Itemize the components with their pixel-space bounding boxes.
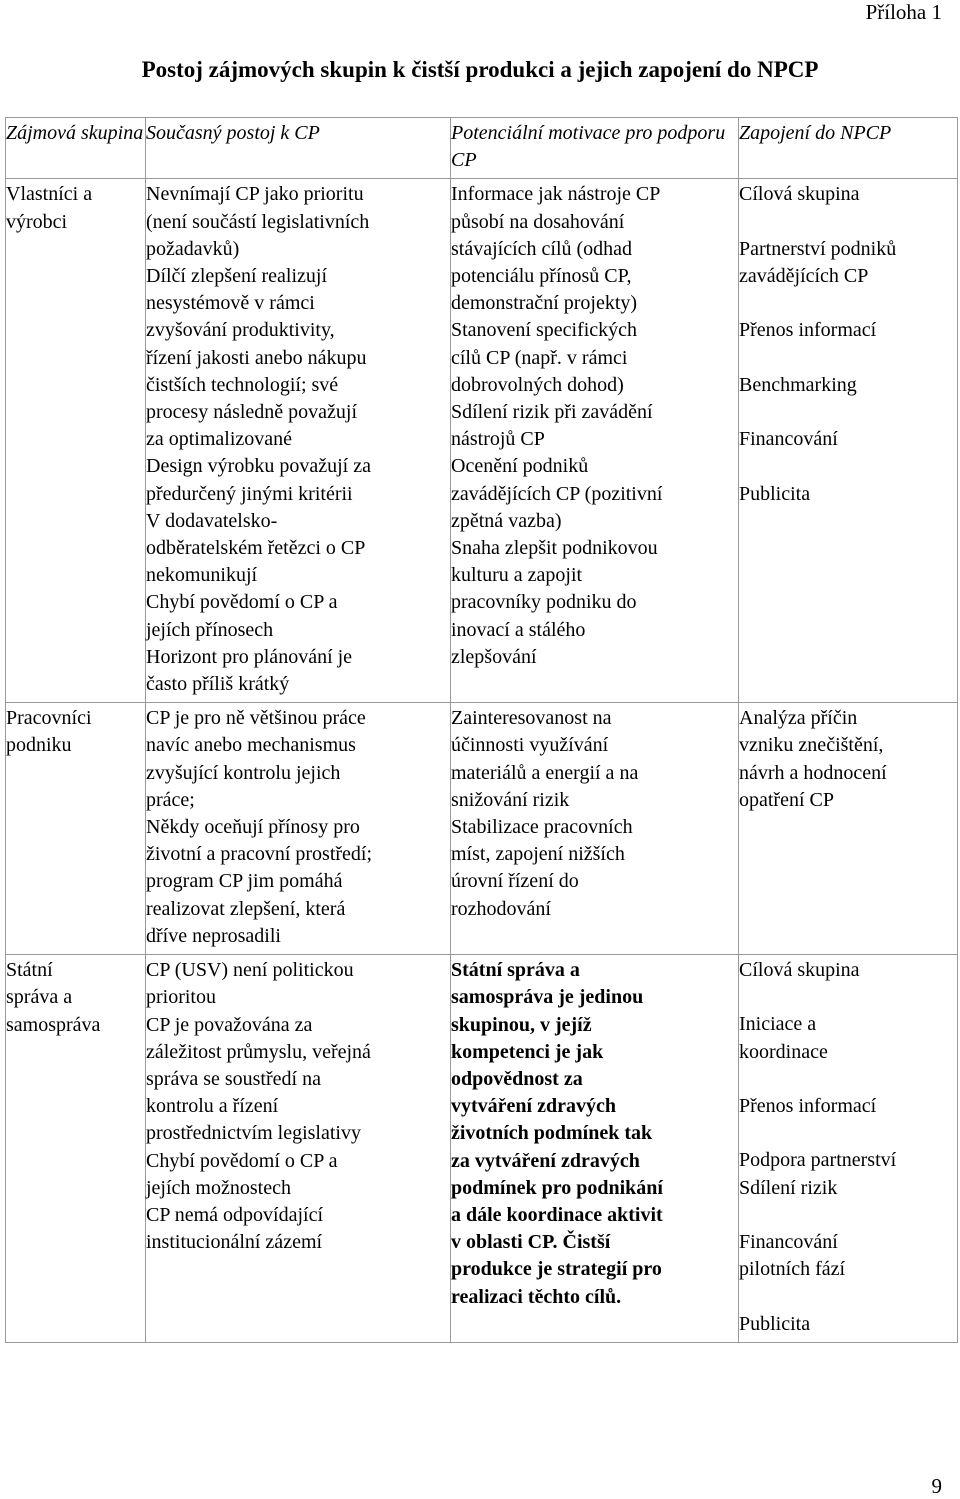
attitude-text-line: Někdy oceňují přínosy pro — [146, 816, 360, 839]
item-spacer — [739, 984, 957, 1011]
motivation-text-line: vytváření zdravých — [451, 1095, 616, 1118]
cell-current-attitude — [146, 179, 451, 703]
motivation-text-line: zlepšování — [451, 645, 537, 668]
motivation-text-line: produkce je strategií pro — [451, 1258, 662, 1281]
motivation-text-line: samospráva je jedinou — [451, 986, 644, 1009]
involvement-item — [739, 181, 957, 208]
item-spacer — [739, 453, 957, 480]
header-npcp-involvement: Zapojení do NPCP — [739, 118, 958, 179]
motivation-text-line: realizaci těchto cílů. — [451, 1285, 622, 1308]
motivation-text-line: pracovníky podniku do — [451, 591, 637, 614]
attitude-text-line: zvyšování produktivity, — [146, 319, 335, 342]
involvement-text-line: Publicita — [739, 482, 811, 505]
motivation-text-line: a dále koordinace aktivit — [451, 1203, 663, 1226]
motivation-text-line: nástrojů CP — [451, 428, 545, 451]
involvement-item — [739, 236, 957, 290]
involvement-text-line: Benchmarking — [739, 373, 857, 396]
attitude-text-line: řízení jakosti anebo nákupu — [146, 346, 367, 369]
attitude-text-line: požadavků) — [146, 237, 240, 260]
cell-potential-motivation — [451, 179, 739, 703]
involvement-item — [739, 705, 957, 814]
involvement-item — [739, 1229, 957, 1283]
involvement-item — [739, 481, 957, 508]
attitude-text-line: dříve neprosadili — [146, 924, 281, 947]
motivation-text-line: za vytváření zdravých — [451, 1149, 640, 1172]
motivation-text-line: kompetenci je jak — [451, 1040, 604, 1063]
attitude-text-line: zvyšující kontrolu jejich — [146, 761, 341, 784]
attitude-text-line: Nevnímají CP jako prioritu — [146, 183, 364, 206]
motivation-text-line: rozhodování — [451, 897, 551, 920]
group-name-line: Vlastníci a — [6, 183, 93, 206]
involvement-text-line: Analýza příčin — [739, 707, 858, 730]
group-name-line: výrobci — [6, 210, 68, 233]
motivation-text-line: snižování rizik — [451, 788, 570, 811]
involvement-text-line: opatření CP — [739, 788, 834, 811]
attitude-text-line: Chybí povědomí o CP a — [146, 591, 338, 614]
attitude-text-line: V dodavatelsko- — [146, 509, 278, 532]
attitude-text-line: Horizont pro plánování je — [146, 645, 353, 668]
group-name-line: Pracovníci — [6, 707, 92, 730]
motivation-text-line: Informace jak nástroje CP — [451, 183, 661, 206]
motivation-text-line: skupinou, v jejíž — [451, 1013, 592, 1036]
attitude-text-line: práce; — [146, 788, 195, 811]
attitude-text-line: za optimalizované — [146, 428, 293, 451]
involvement-item — [739, 1011, 957, 1065]
item-spacer — [739, 1066, 957, 1093]
attitude-text-line: Chybí povědomí o CP a — [146, 1149, 338, 1172]
involvement-item — [739, 1147, 957, 1201]
motivation-text-line: kulturu a zapojit — [451, 564, 583, 587]
group-name-line: správa a — [6, 986, 73, 1009]
cell-current-attitude — [146, 703, 451, 955]
table-row-company-employees — [6, 703, 958, 955]
involvement-text-line: koordinace — [739, 1040, 828, 1063]
attitude-text-line: prostřednictvím legislativy — [146, 1122, 361, 1145]
annex-label: Příloha 1 — [865, 0, 942, 24]
cell-npcp-involvement — [739, 955, 958, 1343]
table-row-state-administration — [6, 955, 958, 1343]
involvement-item — [739, 426, 957, 453]
involvement-item — [739, 1093, 957, 1120]
involvement-text-line: návrh a hodnocení — [739, 761, 887, 784]
motivation-text-line: míst, zapojení nižších — [451, 843, 625, 866]
attitude-text-line: (není součástí legislativních — [146, 210, 370, 233]
involvement-text-line: Sdílení rizik — [739, 1176, 838, 1199]
motivation-text-line: úrovní řízení do — [451, 870, 579, 893]
motivation-text-line: působí na dosahování — [451, 210, 625, 233]
motivation-text-line: Snaha zlepšit podnikovou — [451, 537, 658, 560]
attitude-text-line: CP (USV) není politickou — [146, 959, 354, 982]
attitude-text-line: předurčený jinými kritérii — [146, 482, 353, 505]
attitude-text-line: čistších technologií; své — [146, 373, 339, 396]
header-current-attitude: Současný postoj k CP — [146, 118, 451, 179]
motivation-text-line: Sdílení rizik při zavádění — [451, 401, 653, 424]
involvement-text-line: Cílová skupina — [739, 959, 860, 982]
attitude-text-line: správa se soustředí na — [146, 1067, 321, 1090]
page-number: 9 — [931, 1474, 942, 1498]
item-spacer — [739, 1120, 957, 1147]
group-name-line: Státní — [6, 959, 53, 982]
involvement-text-line: Iniciace a — [739, 1013, 817, 1036]
attitude-text-line: odběratelském řetězci o CP — [146, 537, 366, 560]
motivation-text-line: účinnosti využívání — [451, 734, 609, 757]
attitude-text-line: navíc anebo mechanismus — [146, 734, 356, 757]
attitude-text-line: program CP jim pomáhá — [146, 870, 343, 893]
item-spacer — [739, 290, 957, 317]
attitude-text-line: realizovat zlepšení, která — [146, 897, 346, 920]
motivation-text-line: Stanovení specifických — [451, 319, 638, 342]
attitude-text-line: jejích přínosech — [146, 618, 274, 641]
involvement-text-line: Přenos informací — [739, 319, 877, 342]
motivation-text-line: inovací a stálého — [451, 618, 586, 641]
table-header-row — [6, 118, 958, 179]
motivation-text-line: materiálů a energií a na — [451, 761, 639, 784]
attitude-text-line: nekomunikují — [146, 564, 258, 587]
involvement-item — [739, 317, 957, 344]
cell-potential-motivation — [451, 703, 739, 955]
attitude-text-line: prioritou — [146, 986, 216, 1009]
motivation-text-line: demonstrační projekty) — [451, 292, 638, 315]
involvement-text-line: pilotních fází — [739, 1258, 846, 1281]
involvement-text-line: Financování — [739, 1231, 838, 1254]
motivation-text-line: dobrovolných dohod) — [451, 373, 624, 396]
involvement-item — [739, 1311, 957, 1338]
cell-interest-group — [6, 955, 146, 1343]
attitude-text-line: institucionální zázemí — [146, 1231, 323, 1254]
attitude-text-line: jejích možnostech — [146, 1176, 291, 1199]
attitude-text-line: procesy následně považují — [146, 401, 358, 424]
item-spacer — [739, 209, 957, 236]
attitude-text-line: nesystémově v rámci — [146, 292, 315, 315]
involvement-text-line: Publicita — [739, 1312, 811, 1335]
attitude-text-line: často příliš krátký — [146, 673, 290, 696]
motivation-text-line: potenciálu přínosů CP, — [451, 265, 632, 288]
item-spacer — [739, 399, 957, 426]
motivation-text-line: Státní správa a — [451, 959, 580, 982]
table-row-owners-producers — [6, 179, 958, 703]
involvement-text-line: vzniku znečištění, — [739, 734, 884, 757]
motivation-text-line: cílů CP (např. v rámci — [451, 346, 628, 369]
document-title: Postoj zájmových skupin k čistší produkci a jejich zapojení do NPCP — [141, 57, 819, 82]
motivation-text-line: Zainteresovanost na — [451, 707, 612, 730]
header-potential-motivation: Potenciální motivace pro podporu CP — [451, 118, 739, 179]
motivation-text-line: životních podmínek tak — [451, 1122, 653, 1145]
item-spacer — [739, 1283, 957, 1310]
motivation-text-line: podmínek pro podnikání — [451, 1176, 663, 1199]
involvement-text-line: Přenos informací — [739, 1095, 877, 1118]
motivation-text-line: Stabilizace pracovních — [451, 816, 633, 839]
cell-npcp-involvement — [739, 703, 958, 955]
attitude-text-line: záležitost průmyslu, veřejná — [146, 1040, 371, 1063]
motivation-text-line: v oblasti CP. Čistší — [451, 1231, 611, 1254]
cell-interest-group — [6, 703, 146, 955]
attitude-text-line: CP nemá odpovídající — [146, 1203, 324, 1226]
motivation-text-line: zpětná vazba) — [451, 509, 562, 532]
header-interest-group: Zájmová skupina — [6, 118, 146, 179]
motivation-text-line: stávajících cílů (odhad — [451, 237, 633, 260]
item-spacer — [739, 1202, 957, 1229]
involvement-item — [739, 372, 957, 399]
cell-npcp-involvement — [739, 179, 958, 703]
group-name-line: podniku — [6, 734, 72, 757]
motivation-text-line: odpovědnost za — [451, 1067, 583, 1090]
cell-current-attitude — [146, 955, 451, 1343]
motivation-text-line: zavádějících CP (pozitivní — [451, 482, 663, 505]
cell-interest-group — [6, 179, 146, 703]
attitude-text-line: životní a pracovní prostředí; — [146, 843, 373, 866]
involvement-text-line: zavádějících CP — [739, 265, 869, 287]
involvement-text-line: Financování — [739, 428, 838, 451]
involvement-item — [739, 957, 957, 984]
involvement-text-line: Podpora partnerství — [739, 1149, 897, 1172]
attitude-text-line: Design výrobku považují za — [146, 455, 371, 478]
involvement-text-line: Cílová skupina — [739, 183, 860, 206]
attitude-text-line: Dílčí zlepšení realizují — [146, 265, 328, 288]
group-name-line: samospráva — [6, 1013, 101, 1036]
attitude-text-line: kontrolu a řízení — [146, 1095, 279, 1118]
motivation-text-line: Ocenění podniků — [451, 455, 589, 478]
cell-potential-motivation — [451, 955, 739, 1343]
involvement-text-line: Partnerství podniků — [739, 237, 897, 260]
item-spacer — [739, 345, 957, 372]
attitude-text-line: CP je pro ně většinou práce — [146, 707, 366, 730]
attitude-text-line: CP je považována za — [146, 1013, 313, 1036]
stakeholder-table — [5, 117, 958, 1343]
